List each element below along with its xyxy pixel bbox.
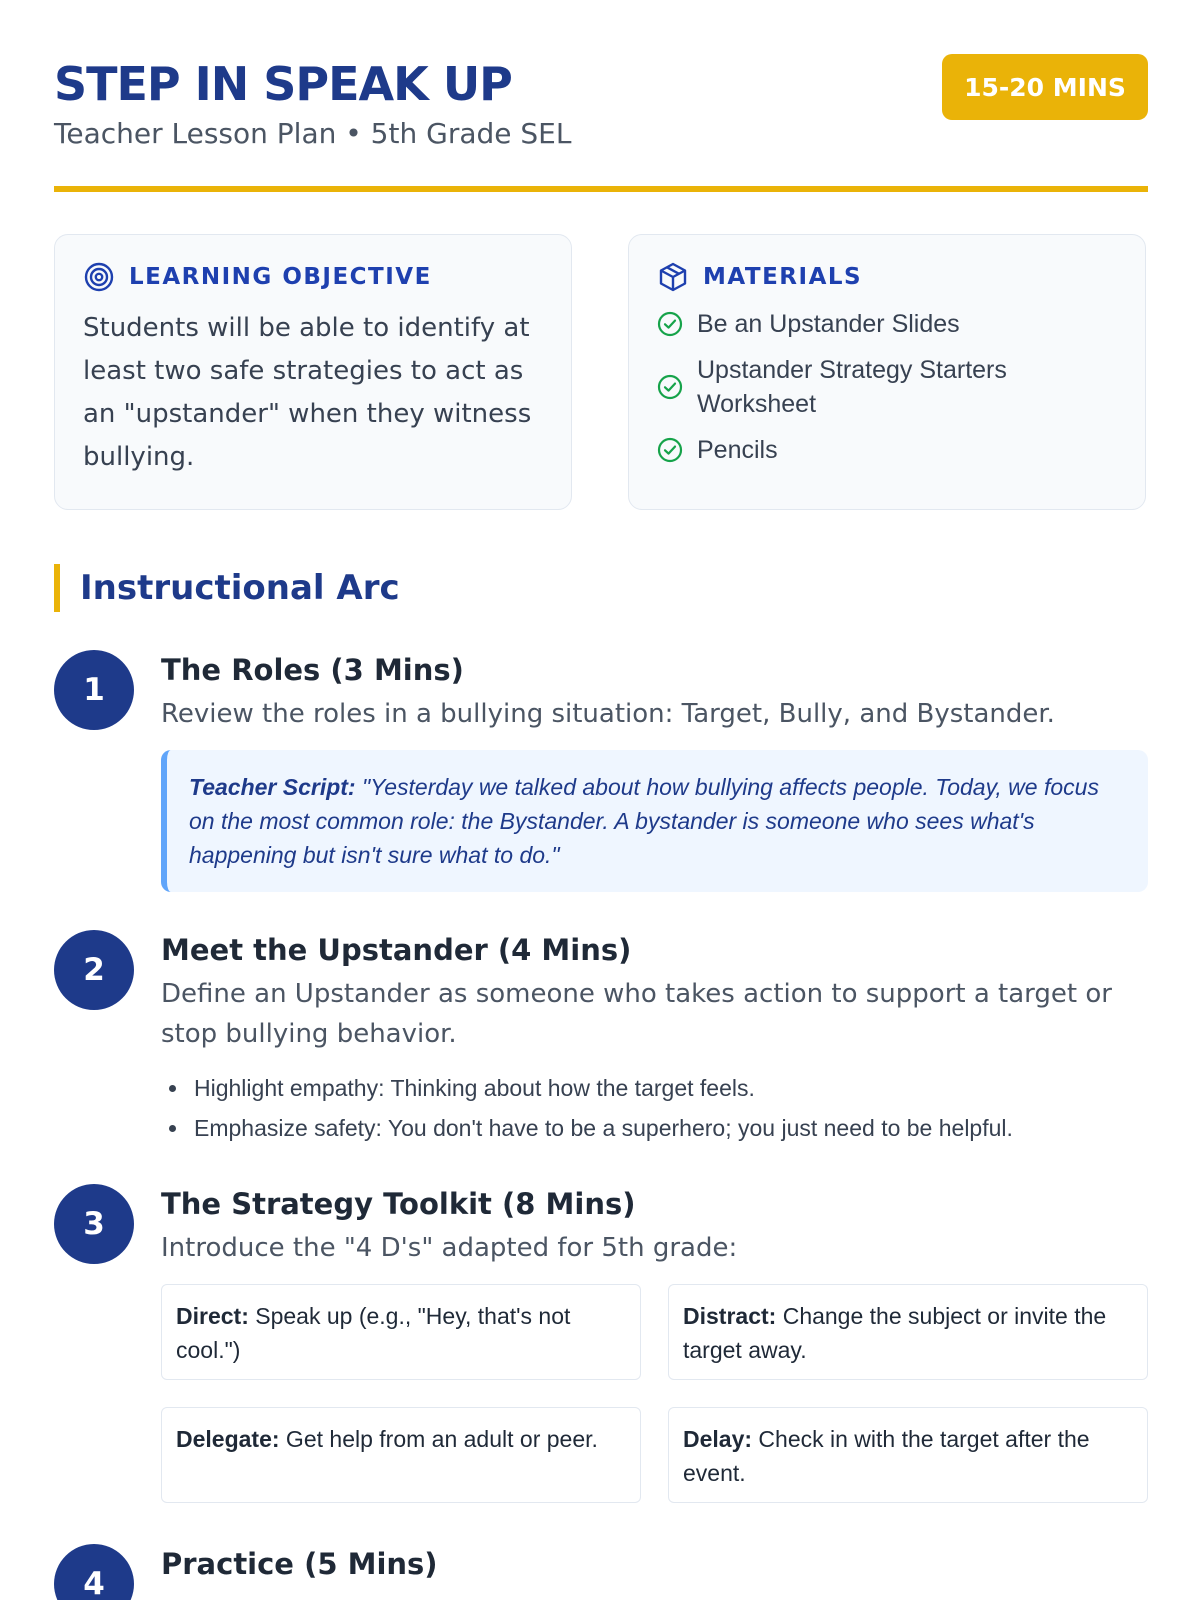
teacher-script-label: Teacher Script: (189, 774, 356, 800)
step-description: Define an Upstander as someone who takes action to support a target or stop bullying behavior. (161, 979, 1112, 1049)
strategy-name: Delay: (683, 1426, 753, 1452)
materials-heading-text: MATERIALS (703, 264, 863, 290)
step-number: 3 (54, 1184, 134, 1264)
teacher-script-text: "Yesterday we talked about how bullying affects people. Today, we focus on the most common role: the Bystander. A bystander is someone who sees what's happening but isn't sure what to do." (189, 774, 1099, 868)
check-circle-icon (657, 374, 683, 400)
strategy-name: Distract: (683, 1303, 777, 1329)
strategy-toolkit-grid (161, 1284, 1148, 1503)
step-title: Meet the Upstander (4 Mins) (161, 933, 632, 967)
learning-objective-card (54, 234, 572, 510)
check-circle-icon (657, 311, 683, 337)
materials-item-label: Be an Upstander Slides (697, 310, 960, 338)
strategy-name: Delegate: (176, 1426, 280, 1452)
materials-item-label: Upstander Strategy Starters Worksheet (697, 356, 1007, 418)
step-description: Introduce the "4 D's" adapted for 5th grade: (161, 1233, 738, 1263)
materials-list (657, 307, 1127, 479)
materials-heading (657, 261, 862, 293)
learning-objective-text: Students will be able to identify at least two safe strategies to act as an "upstander" when they witness bullying. (83, 313, 532, 472)
box-icon (657, 261, 689, 293)
strategy-card-delegate (161, 1407, 641, 1503)
section-title: Instructional Arc (80, 568, 400, 608)
lesson-plan-page (54, 0, 1148, 1600)
step-title: The Roles (3 Mins) (161, 653, 464, 687)
strategy-card-direct (161, 1284, 641, 1380)
target-icon (83, 261, 115, 293)
step-body (161, 1544, 1148, 1584)
materials-item (657, 433, 1127, 467)
strategy-text: Speak up (e.g., "Hey, that's not cool.") (176, 1303, 571, 1363)
strategy-card-delay (668, 1407, 1148, 1503)
step-body (161, 930, 1148, 1148)
section-accent-bar (54, 564, 60, 612)
step-bullet-list (161, 1068, 1148, 1148)
step-body (161, 1184, 1148, 1503)
check-circle-icon (657, 437, 683, 463)
instructional-arc-heading (54, 564, 400, 612)
step-number: 4 (54, 1544, 134, 1600)
strategy-name: Direct: (176, 1303, 249, 1329)
strategy-text: Change the subject or invite the target away. (683, 1303, 1107, 1363)
step-title: Practice (5 Mins) (161, 1547, 438, 1581)
list-item: Emphasize safety: You don't have to be a superhero; you just need to be helpful. (161, 1108, 1148, 1148)
materials-card (628, 234, 1146, 510)
page-title: STEP IN SPEAK UP (54, 57, 512, 111)
step-title: The Strategy Toolkit (8 Mins) (161, 1187, 636, 1221)
teacher-script (161, 750, 1148, 892)
step-description: Review the roles in a bullying situation: Target, Bully, and Bystander. (161, 699, 1055, 729)
materials-item (657, 353, 1127, 421)
header-divider (54, 186, 1148, 192)
strategy-text: Get help from an adult or peer. (279, 1426, 598, 1452)
step-number: 1 (54, 650, 134, 730)
learning-objective-heading (83, 261, 432, 293)
step-body (161, 650, 1148, 892)
step-number: 2 (54, 930, 134, 1010)
learning-objective-heading-text: LEARNING OBJECTIVE (129, 264, 432, 290)
materials-item (657, 307, 1127, 341)
strategy-text: Check in with the target after the event. (683, 1426, 1090, 1486)
page-subtitle: Teacher Lesson Plan • 5th Grade SEL (54, 117, 572, 150)
duration-badge: 15-20 MINS (942, 54, 1148, 120)
strategy-card-distract (668, 1284, 1148, 1380)
page-header (54, 54, 1148, 194)
list-item: Highlight empathy: Thinking about how the target feels. (161, 1068, 1148, 1108)
materials-item-label: Pencils (697, 436, 778, 464)
